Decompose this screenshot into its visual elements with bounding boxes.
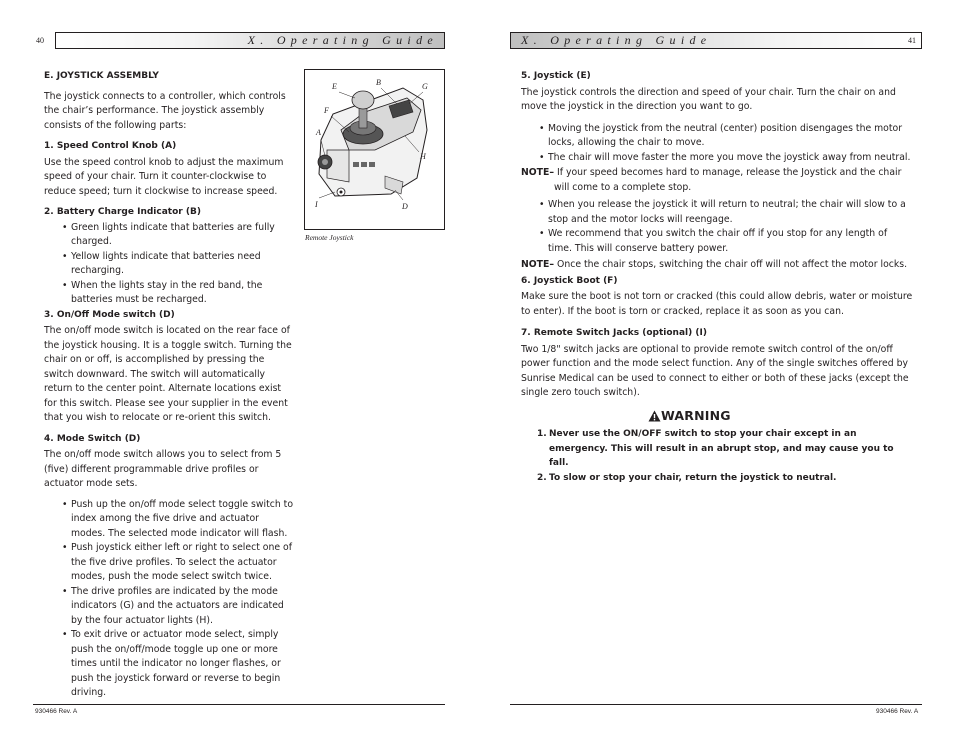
figure-label-a: A	[316, 128, 321, 137]
s1-body: Use the speed control knob to adjust the maximum speed of your chair. Turn it counter-clockwise to reduce speed; turn it clockwise to increase speed.	[44, 156, 284, 197]
right-footer-rule	[510, 704, 922, 705]
figure-label-f: F	[324, 106, 329, 115]
right-column	[521, 69, 913, 485]
note-1	[521, 166, 913, 195]
s7-body: Two 1/8" switch jacks are optional to provide remote switch control of the on/off power function and the mode select function. Any of the single switches offered by Sunrise Medical can be used to connect to either or both of these jacks (except the single zero touch switch).	[521, 343, 909, 398]
figure-label-g: G	[422, 82, 428, 91]
warning-list	[521, 427, 913, 485]
list-item: • When the lights stay in the red band, the batteries must be recharged.	[44, 279, 294, 308]
note-text: If your speed becomes hard to manage, release the Joystick and the chair will come to a complete stop.	[554, 167, 902, 193]
intro-paragraph: The joystick connects to a controller, which controls the chair’s performance. The joystick assembly consists of the following parts:	[44, 90, 286, 131]
left-header-title: X. Operating Guide	[55, 32, 445, 49]
warning-triangle-icon	[648, 410, 661, 422]
s3-title: 3. On/Off Mode switch (D)	[44, 309, 175, 320]
s7-title: 7. Remote Switch Jacks (optional) (I)	[521, 328, 707, 338]
section-title: E. JOYSTICK ASSEMBLY	[44, 71, 159, 81]
list-item: • Push joystick either left or right to select one of the five drive profiles. To select the actuator modes, push the mode select switch twice.	[44, 541, 294, 585]
figure-label-d: D	[402, 202, 408, 211]
list-item: • Green lights indicate that batteries are fully charged.	[44, 221, 294, 250]
note-text: Once the chair stops, switching the chair off will not affect the motor locks.	[557, 259, 908, 270]
s4-title: 4. Mode Switch (D)	[44, 433, 141, 444]
warning-number: 1.	[537, 429, 547, 439]
figure-label-h: H	[420, 152, 426, 161]
joystick-figure	[304, 69, 445, 230]
left-page-number: 40	[36, 36, 44, 45]
s4-bullets	[44, 498, 294, 701]
list-item: • Push up the on/off mode select toggle switch to index among the five drive and actuator modes. The selected mode indicator will flash.	[44, 498, 294, 542]
right-page-number: 41	[908, 36, 916, 45]
note-label: NOTE–	[521, 259, 555, 270]
warning-title: WARNING	[661, 407, 731, 423]
s6-title: 6. Joystick Boot (F)	[521, 275, 618, 286]
figure-label-i: I	[315, 200, 318, 209]
list-item: • To exit drive or actuator mode select, simply push the on/off/mode toggle up one or more times until the indicator no longer flashes, or push the joystick forward or reverse to begin driving.	[44, 628, 294, 701]
warning-text: To slow or stop your chair, return the joystick to neutral.	[549, 472, 837, 483]
warning-number: 2.	[537, 472, 547, 483]
warning-text: Never use the ON/OFF switch to stop your chair except in an emergency. This will result in an abrupt stop, and may cause you to fall.	[549, 429, 894, 468]
s5-title: 5. Joystick (E)	[521, 71, 591, 81]
s6-body: Make sure the boot is not torn or cracked (this could allow debris, water or moisture to enter). If the boot is torn or cracked, replace it as soon as you can.	[521, 291, 913, 317]
left-footer-rule	[33, 704, 445, 705]
s2-title: 2. Battery Charge Indicator (B)	[44, 207, 201, 217]
warning-item	[521, 427, 913, 471]
list-item: • The chair will move faster the more you move the joystick away from neutral.	[521, 151, 913, 166]
list-item: • We recommend that you switch the chair off if you stop for any length of time. This will conserve battery power.	[521, 227, 913, 256]
figure-label-b: B	[376, 78, 381, 87]
left-column	[44, 69, 294, 701]
s2-bullets	[44, 221, 294, 308]
remote-joystick-illustration	[305, 70, 444, 229]
list-item: • When you release the joystick it will return to neutral; the chair will slow to a stop and the motor locks will reengage.	[521, 198, 913, 227]
list-item: • Moving the joystick from the neutral (center) position disengages the motor locks, allowing the chair to move.	[521, 122, 913, 151]
s3-body: The on/off mode switch is located on the rear face of the joystick housing. It is a toggle switch. Turning the chair on or off, is accomplished by pressing the switch downward. The switch will automatically return to the center point. Alternate locations exist for this switch. Please see your supplier in the event that you wish to relocate or re-orient this switch.	[44, 325, 292, 423]
warning-item	[521, 471, 913, 486]
right-footer-text: 930466 Rev. A	[876, 708, 919, 715]
s5-bullets-b	[521, 198, 913, 256]
list-item: • Yellow lights indicate that batteries need recharging.	[44, 250, 294, 279]
note-2	[521, 258, 913, 273]
warning-heading	[648, 409, 913, 424]
left-footer-text: 930466 Rev. A	[35, 708, 78, 715]
s5-bullets-a	[521, 122, 913, 166]
s5-body: The joystick controls the direction and speed of your chair. Turn the chair on and move the joystick in the direction you want to go.	[521, 86, 896, 112]
note-label: NOTE–	[521, 167, 555, 178]
figure-caption: Remote Joystick	[305, 233, 354, 242]
s1-title: 1. Speed Control Knob (A)	[44, 141, 177, 151]
figure-label-e: E	[332, 82, 337, 91]
right-header-title: X. Operating Guide	[510, 32, 922, 49]
s4-body: The on/off mode switch allows you to select from 5 (five) different programmable drive profiles or actuator mode sets.	[44, 449, 282, 489]
list-item: • The drive profiles are indicated by the mode indicators (G) and the actuators are indicated by the four actuator lights (H).	[44, 585, 294, 629]
